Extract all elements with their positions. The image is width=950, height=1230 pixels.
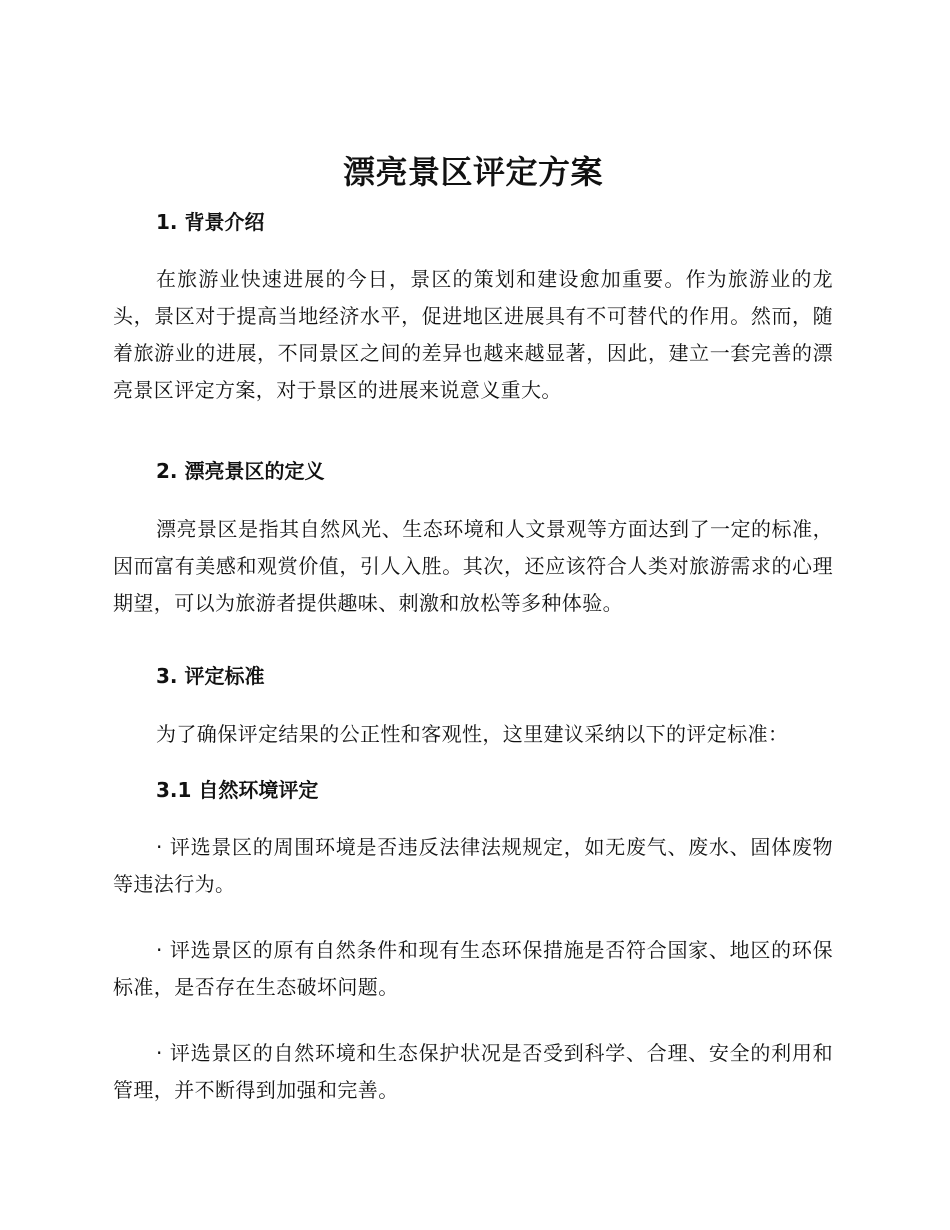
section-heading-natural-environment: 3.1 自然环境评定 <box>156 778 319 802</box>
section-heading-definition: 2. 漂亮景区的定义 <box>156 459 325 483</box>
section-paragraph-background: 在旅游业快速进展的今日，景区的策划和建设愈加重要。作为旅游业的龙头，景区对于提高当地经济水平，促进地区进展具有不可替代的作用。然而，随着旅游业的进展，不同景区之间的差异也越来越显著，因此，建立一套完善的漂亮景区评定方案，对于景区的进展来说意义重大。 <box>113 267 833 402</box>
bullet-item: · 评选景区的原有自然条件和现有生态环保措施是否符合国家、地区的环保标准，是否存在生态破坏问题。 <box>113 938 833 999</box>
document-title: 漂亮景区评定方案 <box>342 153 603 191</box>
bullet-item: · 评选景区的周围环境是否违反法律法规规定，如无废气、废水、固体废物等违法行为。 <box>113 835 833 896</box>
section-paragraph-definition: 漂亮景区是指其自然风光、生态环境和人文景观等方面达到了一定的标准，因而富有美感和观赏价值，引人入胜。其次，还应该符合人类对旅游需求的心理期望，可以为旅游者提供趣味、刺激和放松等多种体验。 <box>113 517 833 615</box>
section-heading-background: 1. 背景介绍 <box>156 210 265 234</box>
bullet-item: · 评选景区的自然环境和生态保护状况是否受到科学、合理、安全的利用和管理，并不断得到加强和完善。 <box>113 1041 833 1102</box>
section-paragraph-criteria: 为了确保评定结果的公正性和客观性，这里建议采纳以下的评定标准： <box>156 722 789 746</box>
section-heading-criteria: 3. 评定标准 <box>156 664 265 688</box>
